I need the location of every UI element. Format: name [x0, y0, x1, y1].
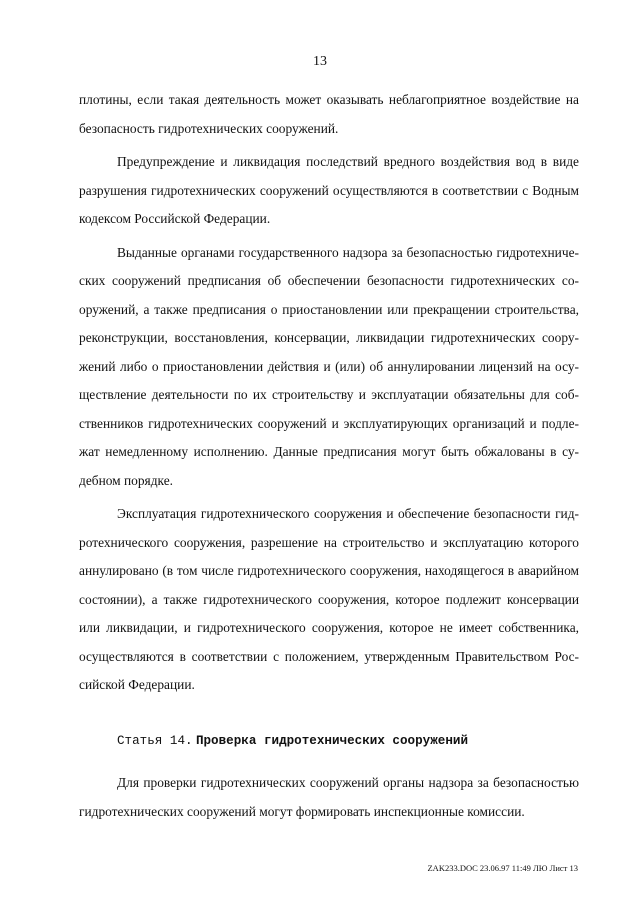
text-line: сийской Федерации.: [79, 677, 195, 692]
text-line: жений либо о приостановлении действия и (или) об аннулировании лицензий на осу-: [79, 358, 579, 374]
text-line: кодексом Российской Федерации.: [79, 211, 271, 226]
text-line: жат немедленному исполнению. Данные предписания могут быть обжалованы в су-: [79, 444, 579, 459]
article-heading: [79, 726, 579, 756]
text-line: гидротехнических сооружений могут формировать инспекционные комиссии.: [79, 803, 525, 819]
text-line: Выданные органами государственного надзора за безопасностью гидротехниче-: [117, 244, 579, 260]
text-line: ществление деятельности по их строительству и эксплуатации обязательны для соб-: [79, 387, 579, 402]
text-line: плотины, если такая деятельность может оказывать неблагоприятное воздействие на: [79, 92, 579, 107]
text-line: состоянии), а также гидротехнического сооружения, которое подлежит консервации: [79, 591, 579, 607]
text-line: безопасность гидротехнических сооружений.: [79, 120, 339, 136]
text-line: дебном порядке.: [79, 472, 173, 488]
document-body: [79, 86, 579, 826]
paragraph: [79, 500, 579, 700]
text-line: ских сооружений предписания об обеспечении безопасности гидротехнических со-: [79, 273, 579, 288]
article-title: Проверка гидротехнических сооружений: [195, 733, 469, 748]
text-line: Предупреждение и ликвидация последствий вредного воздействия вод в виде: [117, 154, 579, 169]
text-line: ственников гидротехнических сооружений и эксплуатирующих организаций и подле-: [79, 415, 579, 431]
text-line: разрушения гидротехнических сооружений осуществляются в соответствии с Водным: [79, 182, 579, 198]
text-line: ротехнического сооружения, разрешение на строительство и эксплуатацию которого: [79, 534, 579, 550]
text-line: или ликвидации, и гидротехнического сооружения, которое не имеет собственника,: [79, 620, 579, 635]
text-line: реконструкции, восстановления, консервации, ликвидации гидротехнических соору-: [79, 330, 579, 345]
document-footer: ZAK233.DOC 23.06.97 11:49 ЛЮ Лист 13: [427, 863, 578, 873]
article-number: Статья 14.: [117, 733, 193, 748]
paragraph: [79, 86, 579, 143]
text-line: Для проверки гидротехнических сооружений органы надзора за безопасностью: [117, 775, 579, 790]
text-line: оружений, а также предписания о приостановлении или прекращении строительства,: [79, 301, 579, 317]
page-number: 13: [313, 54, 327, 69]
text-line: аннулировано (в том числе гидротехнического сооружения, находящегося в аварийном: [79, 563, 579, 578]
text-line: Эксплуатация гидротехнического сооружения и обеспечение безопасности гид-: [117, 506, 579, 521]
paragraph: [79, 239, 579, 496]
paragraph: [79, 148, 579, 234]
text-line: осуществляются в соответствии с положением, утвержденным Правительством Рос-: [79, 648, 579, 664]
paragraph: [79, 769, 579, 826]
